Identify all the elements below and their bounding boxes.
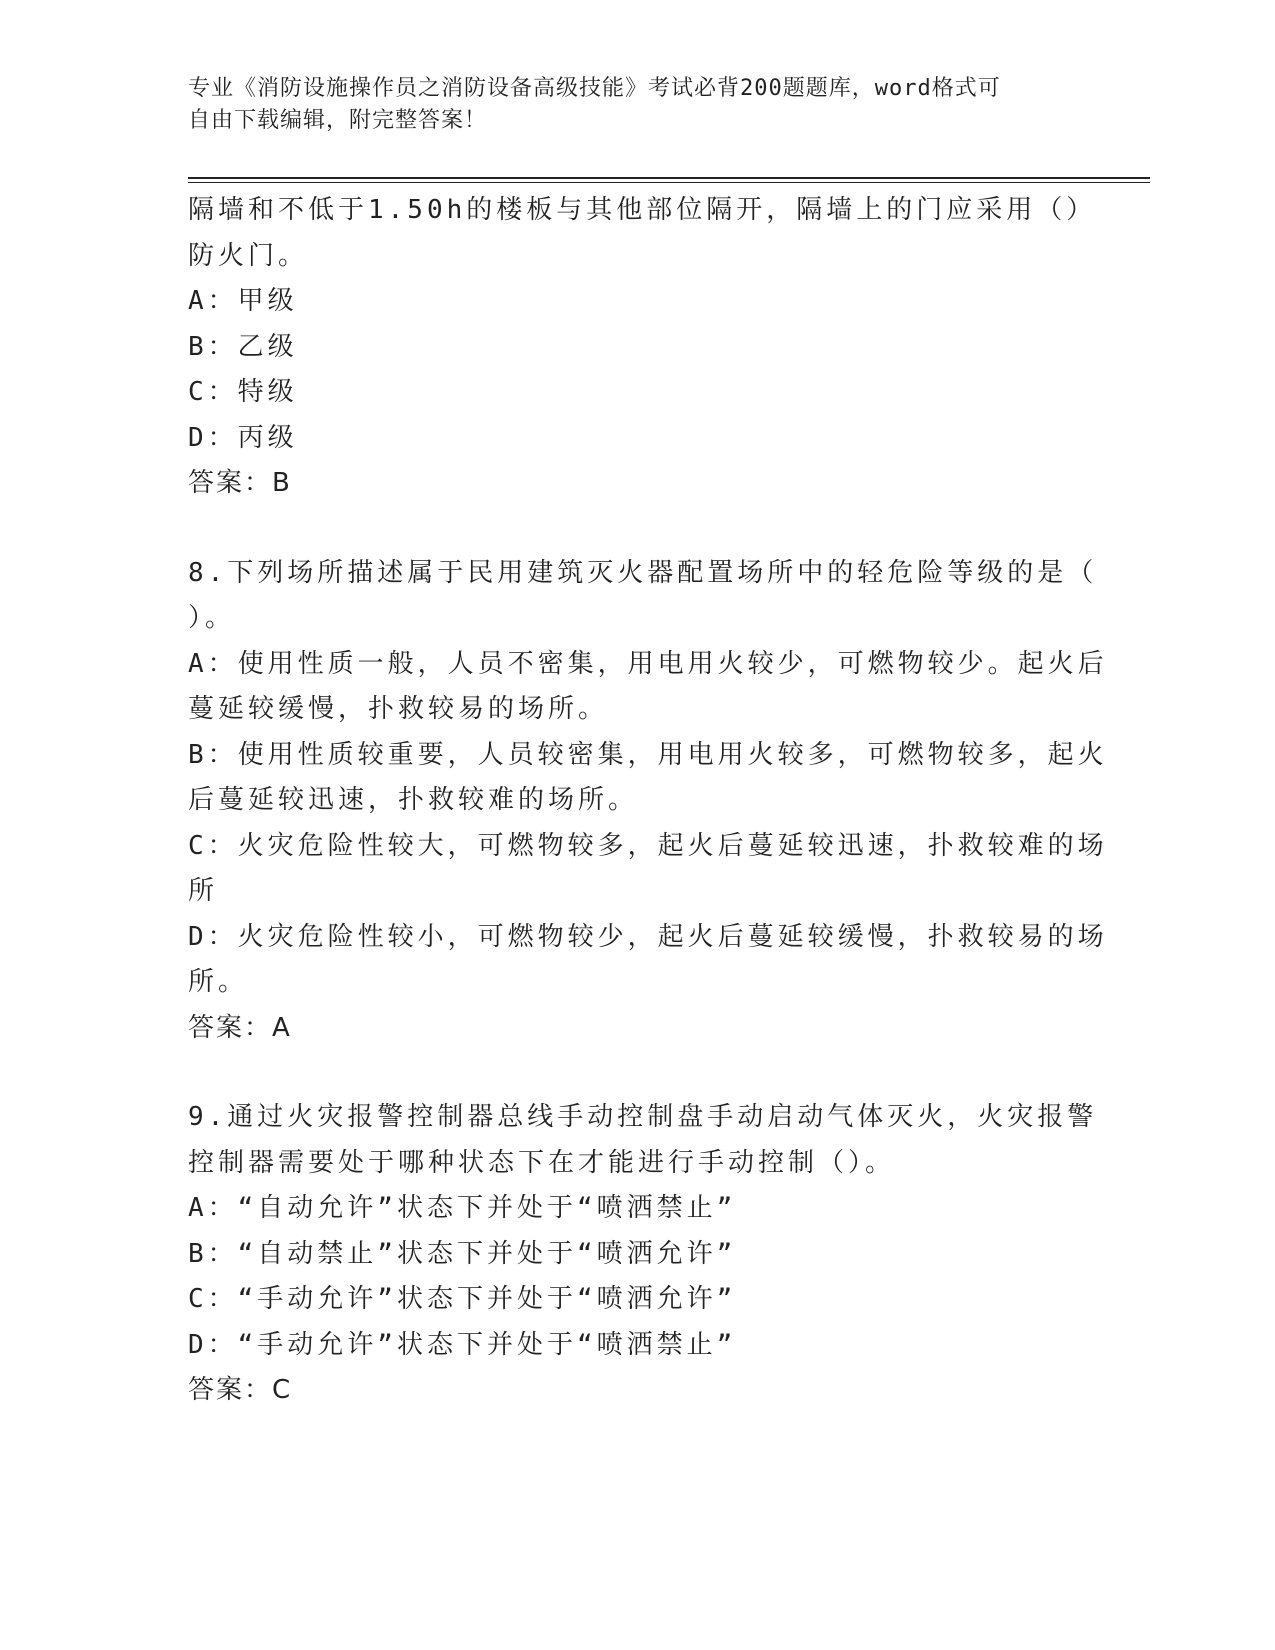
question-9-option-c: C：“手动允许”状态下并处于“喷洒允许” bbox=[188, 1284, 737, 1314]
document-header bbox=[188, 73, 1068, 137]
question-8-option-b-line-1: B：使用性质较重要，人员较密集，用电用火较多，可燃物较多，起火 bbox=[188, 739, 1108, 770]
question-9 bbox=[188, 1095, 1098, 1414]
question-8-option-c-line-1: C：火灾危险性较大，可燃物较多，起火后蔓延较迅速，扑救较难的场 bbox=[188, 830, 1108, 861]
header-divider-thin bbox=[188, 182, 1150, 183]
header-line-2: 自由下载编辑，附完整答案！ bbox=[188, 108, 488, 133]
question-8-option-c-line-2: 所 bbox=[188, 876, 219, 906]
question-9-stem-line-1: 9.通过火灾报警控制器总线手动控制盘手动启动气体灭火，火灾报警 bbox=[188, 1102, 1098, 1132]
question-8-option-a-line-1: A：使用性质一般，人员不密集，用电用火较少，可燃物较少。起火后 bbox=[188, 648, 1108, 679]
question-7-stem-line-1: 隔墙和不低于1.50h的楼板与其他部位隔开，隔墙上的门应采用（） bbox=[188, 195, 1097, 225]
header-line-1: 专业《消防设施操作员之消防设备高级技能》考试必背200题题库，word格式可 bbox=[188, 76, 1001, 101]
header-divider-thick bbox=[188, 177, 1150, 179]
question-7-option-a: A：甲级 bbox=[188, 286, 298, 316]
question-7-option-b: B：乙级 bbox=[188, 331, 298, 362]
question-8-option-a-line-2: 蔓延较缓慢，扑救较易的场所。 bbox=[188, 694, 609, 724]
question-8-option-b-line-2: 后蔓延较迅速，扑救较难的场所。 bbox=[188, 785, 639, 815]
question-7-answer: 答案：B bbox=[188, 468, 292, 498]
question-8-option-d-line-1: D：火灾危险性较小，可燃物较少，起火后蔓延较缓慢，扑救较易的场 bbox=[188, 921, 1108, 952]
question-8-stem-line-2: ）。 bbox=[188, 603, 236, 633]
question-9-option-b: B：“自动禁止”状态下并处于“喷洒允许” bbox=[188, 1238, 737, 1269]
question-9-option-a: A：“自动允许”状态下并处于“喷洒禁止” bbox=[188, 1193, 737, 1223]
spacer bbox=[188, 1051, 1088, 1095]
question-list bbox=[188, 188, 1108, 1414]
question-8-answer: 答案：A bbox=[188, 1012, 292, 1043]
question-8 bbox=[188, 551, 1108, 1052]
question-9-stem-line-2: 控制器需要处于哪种状态下在才能进行手动控制（）。 bbox=[188, 1147, 896, 1178]
question-8-option-d-line-2: 所。 bbox=[188, 967, 249, 997]
spacer bbox=[188, 507, 1088, 551]
question-9-option-d: D：“手动允许”状态下并处于“喷洒禁止” bbox=[188, 1329, 737, 1360]
question-7-option-c: C：特级 bbox=[188, 377, 298, 407]
question-7 bbox=[188, 188, 1097, 507]
question-7-option-d: D：丙级 bbox=[188, 422, 298, 453]
question-9-answer: 答案：C bbox=[188, 1375, 293, 1405]
question-8-stem-line-1: 8.下列场所描述属于民用建筑灭火器配置场所中的轻危险等级的是（ bbox=[188, 557, 1098, 588]
question-7-stem-line-2: 防火门。 bbox=[188, 240, 309, 271]
